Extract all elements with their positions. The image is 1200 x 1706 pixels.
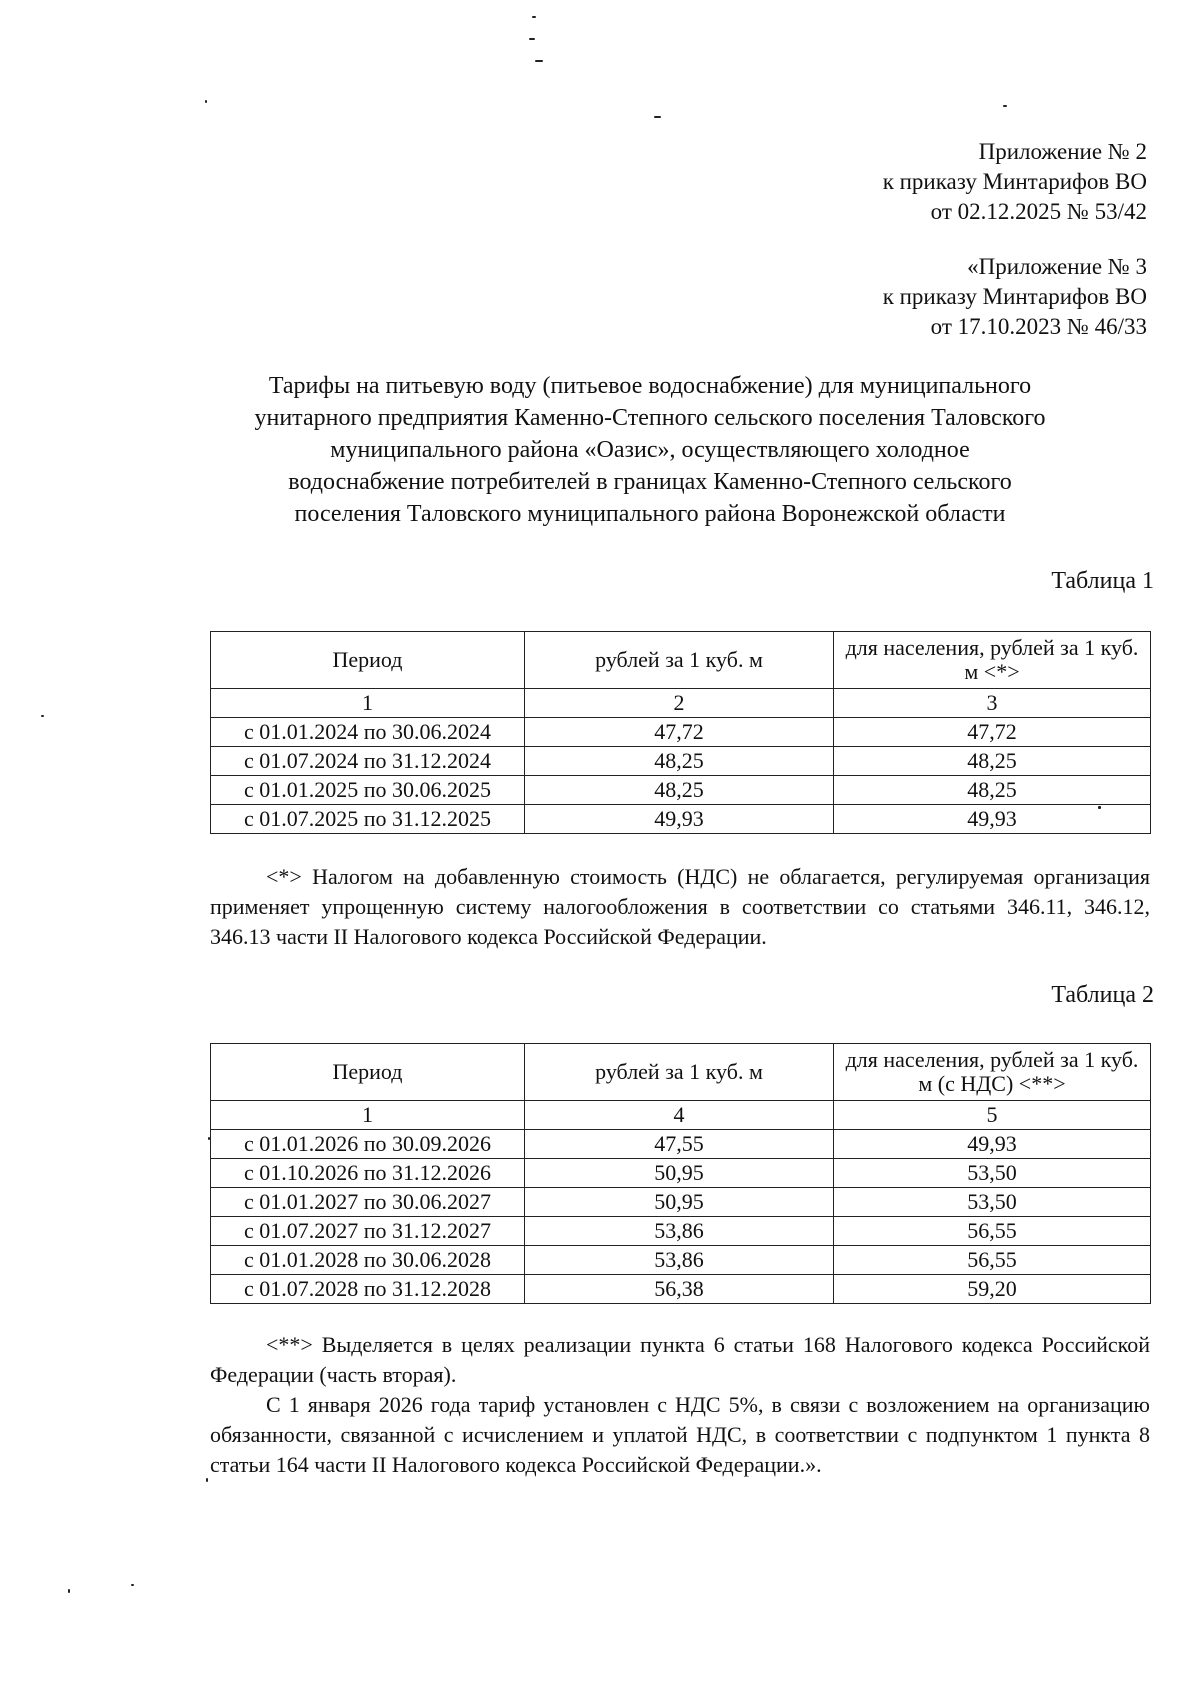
period-cell: с 01.01.2028 по 30.06.2028 [211,1246,525,1275]
table-row [211,747,1151,776]
original-appendix-line: от 17.10.2023 № 46/33 [930,314,1147,339]
scan-speck [535,60,543,62]
tariff-cell: 53,86 [525,1246,834,1275]
vat-rate-note: С 1 января 2026 года тариф установлен с НДС 5%, в связи с возложением на организацию обязанности, связанной с исчислением и уплатой НДС, в соответствии с подпунктом 1 пункта 8 статьи 164 части II Налогового кодекса Российской Федерации.». [210,1392,1150,1477]
column-number: 5 [834,1101,1151,1130]
table-row [211,1246,1151,1275]
appendix-header [883,137,1147,227]
period-cell: с 01.01.2025 по 30.06.2025 [211,776,525,805]
period-cell: с 01.01.2027 по 30.06.2027 [211,1188,525,1217]
column-header-tariff: рублей за 1 куб. м [525,632,834,689]
scan-speck [654,116,661,118]
tariff-table-1 [210,631,1151,834]
table-row [211,1130,1151,1159]
tariff-cell: 53,86 [525,1217,834,1246]
title-line: поселения Таловского муниципального района Воронежской области [294,501,1006,527]
scan-speck [206,1478,208,1482]
column-header-period: Период [211,1044,525,1101]
population-tariff-cell: 48,25 [834,776,1151,805]
table-row [211,1217,1151,1246]
table-header-row [211,632,1151,689]
tariff-cell: 47,72 [525,718,834,747]
population-tariff-cell: 56,55 [834,1246,1151,1275]
column-number: 3 [834,689,1151,718]
scan-speck [205,100,207,103]
appendix-line: к приказу Минтарифов ВО [882,169,1147,194]
tariff-cell: 48,25 [525,776,834,805]
tariff-cell: 48,25 [525,747,834,776]
scan-speck [68,1589,70,1593]
scan-speck [532,16,536,18]
footnote-vat-allocation: <**> Выделяется в целях реализации пункта 6 статьи 168 Налогового кодекса Российской Федерации (часть вторая). [210,1332,1150,1387]
tariff-cell: 56,38 [525,1275,834,1304]
original-appendix-line: к приказу Минтарифов ВО [882,284,1147,309]
scan-speck [131,1584,134,1586]
table-2-caption: Таблица 2 [1051,982,1154,1008]
tariff-cell: 50,95 [525,1188,834,1217]
column-number: 2 [525,689,834,718]
column-header-tariff: рублей за 1 куб. м [525,1044,834,1101]
period-cell: с 01.07.2028 по 31.12.2028 [211,1275,525,1304]
population-tariff-cell: 53,50 [834,1188,1151,1217]
period-cell: с 01.07.2027 по 31.12.2027 [211,1217,525,1246]
footnote-vat-exempt: <*> Налогом на добавленную стоимость (НДС) не облагается, регулируемая организация применяет упрощенную систему налогообложения в соответствии со статьями 346.11, 346.12, 346.13 части II Налогового кодекса Российской Федерации. [210,864,1150,949]
appendix-line: Приложение № 2 [978,139,1147,164]
population-tariff-cell: 49,93 [834,805,1151,834]
population-tariff-cell: 49,93 [834,1130,1151,1159]
column-header-period: Период [211,632,525,689]
period-cell: с 01.01.2024 по 30.06.2024 [211,718,525,747]
scan-speck [529,38,535,40]
population-tariff-cell: 47,72 [834,718,1151,747]
table-1-caption: Таблица 1 [1051,568,1154,594]
original-appendix-line: «Приложение № 3 [967,254,1147,279]
title-line: водоснабжение потребителей в границах Каменно-Степного сельского [288,469,1012,495]
column-number: 4 [525,1101,834,1130]
scan-speck [41,715,44,717]
tariff-table-2 [210,1043,1151,1304]
original-appendix-header [883,252,1147,342]
population-tariff-cell: 48,25 [834,747,1151,776]
column-number: 1 [211,1101,525,1130]
population-tariff-cell: 59,20 [834,1275,1151,1304]
table-row [211,805,1151,834]
population-tariff-cell: 56,55 [834,1217,1151,1246]
period-cell: с 01.07.2025 по 31.12.2025 [211,805,525,834]
tariff-cell: 47,55 [525,1130,834,1159]
column-number-row [211,1101,1151,1130]
tariff-cell: 49,93 [525,805,834,834]
table-header-row [211,1044,1151,1101]
column-header-population-tariff: для населения, рублей за 1 куб. м <*> [834,632,1151,689]
document-title [150,370,1150,530]
table-row [211,1159,1151,1188]
title-line: унитарного предприятия Каменно-Степного сельского поселения Таловского [254,405,1046,431]
column-number-row [211,689,1151,718]
period-cell: с 01.10.2026 по 31.12.2026 [211,1159,525,1188]
title-line: Тарифы на питьевую воду (питьевое водоснабжение) для муниципального [268,373,1032,399]
tariff-cell: 50,95 [525,1159,834,1188]
column-header-population-tariff: для населения, рублей за 1 куб. м (с НДС) <**> [834,1044,1151,1101]
table-row [211,718,1151,747]
period-cell: с 01.07.2024 по 31.12.2024 [211,747,525,776]
population-tariff-cell: 53,50 [834,1159,1151,1188]
table-row [211,1188,1151,1217]
table-row [211,776,1151,805]
column-number: 1 [211,689,525,718]
table-row [211,1275,1151,1304]
scan-speck [1003,105,1007,107]
title-line: муниципального района «Оазис», осуществляющего холодное [330,437,970,463]
period-cell: с 01.01.2026 по 30.09.2026 [211,1130,525,1159]
appendix-line: от 02.12.2025 № 53/42 [930,199,1147,224]
